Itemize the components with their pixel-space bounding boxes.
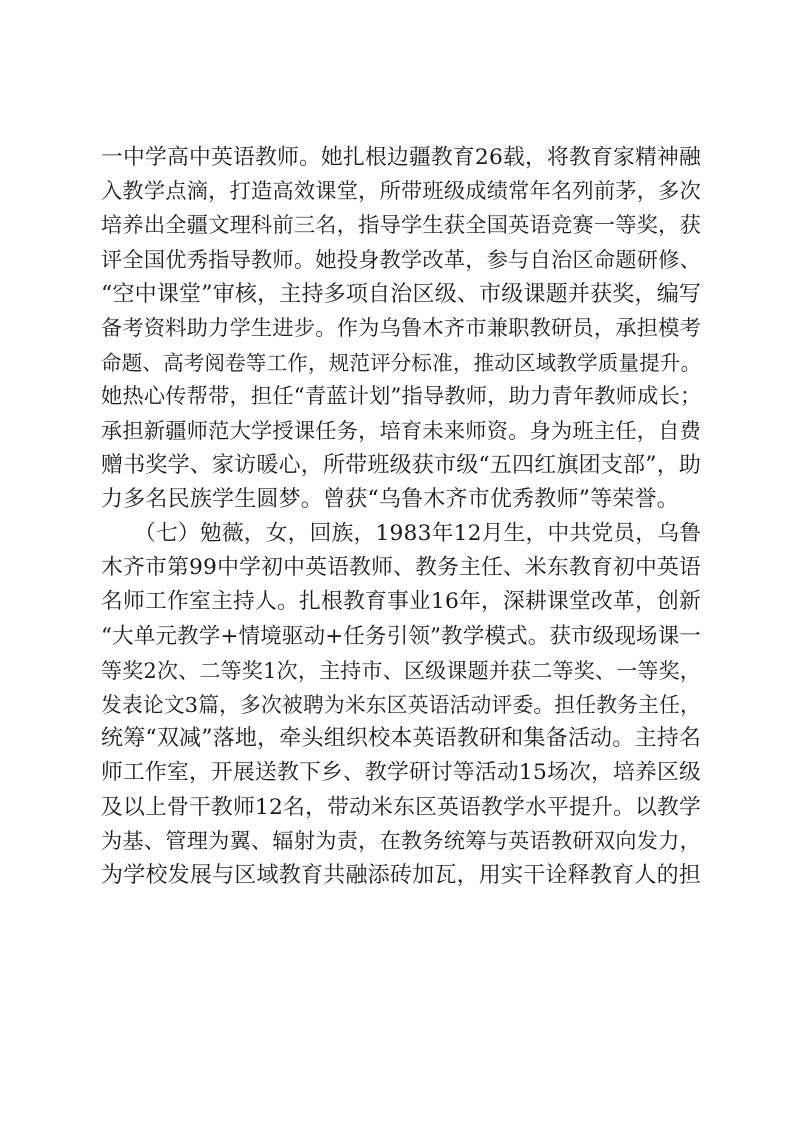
text-line: 一中学高中英语教师。她扎根边疆教育26载，将教育家精神融 xyxy=(101,145,701,170)
text-line: “空中课堂”审核，主持多项自治区级、市级课题并获奖，编写 xyxy=(101,281,702,307)
text-line: 评全国优秀指导教师。她投身教学改革，参与自治区命题研修、 xyxy=(101,247,701,273)
text-line: 师工作室，开展送教下乡、教学研讨等活动15场次，培养区级 xyxy=(101,760,701,786)
text-line: 木齐市第99中学初中英语教师、教务主任、米东教育初中英语 xyxy=(101,555,701,581)
text-line: 及以上骨干教师12名，带动米东区英语教学水平提升。以教学 xyxy=(101,794,701,820)
text-line: 命题、高考阅卷等工作，规范评分标准，推动区域教学质量提升。 xyxy=(101,351,702,376)
text-line: （七）勉薇，女，回族，1983年12月生，中共党员，乌鲁 xyxy=(101,521,702,547)
text-line: 承担新疆师范大学授课任务，培育未来师资。身为班主任，自费 xyxy=(101,418,701,444)
text-line: “大单元教学+情境驱动+任务引领”教学模式。获市级现场课一 xyxy=(101,623,702,649)
text-line: 备考资料助力学生进步。作为乌鲁木齐市兼职教研员，承担模考 xyxy=(101,315,701,341)
body-text xyxy=(101,141,701,893)
text-line: 赠书奖学、家访暖心，所带班级获市级“五四红旗团支部”，助 xyxy=(101,452,702,478)
text-line: 发表论文3篇，多次被聘为米东区英语活动评委。担任教务主任， xyxy=(101,693,702,717)
text-line: 名师工作室主持人。扎根教育事业16年，深耕课堂改革，创新 xyxy=(101,589,701,615)
text-line: 培养出全疆文理科前三名，指导学生获全国英语竞赛一等奖，获 xyxy=(101,213,701,239)
text-line: 力多名民族学生圆梦。曾获“乌鲁木齐市优秀教师”等荣誉。 xyxy=(101,486,679,512)
text-line: 她热心传帮带，担任“青蓝计划”指导教师，助力青年教师成长； xyxy=(101,384,702,410)
text-line: 为学校发展与区域教育共融添砖加瓦，用实干诠释教育人的担 xyxy=(101,862,701,888)
text-line: 为基、管理为翼、辐射为责，在教务统筹与英语教研双向发力， xyxy=(101,828,701,854)
text-line: 入教学点滴，打造高效课堂，所带班级成绩常年名列前茅，多次 xyxy=(101,179,701,205)
text-line: 等奖2次、二等奖1次，主持市、区级课题并获二等奖、一等奖， xyxy=(101,657,701,683)
text-line: 统筹“双减”落地，牵头组织校本英语教研和集备活动。主持名 xyxy=(101,726,702,752)
